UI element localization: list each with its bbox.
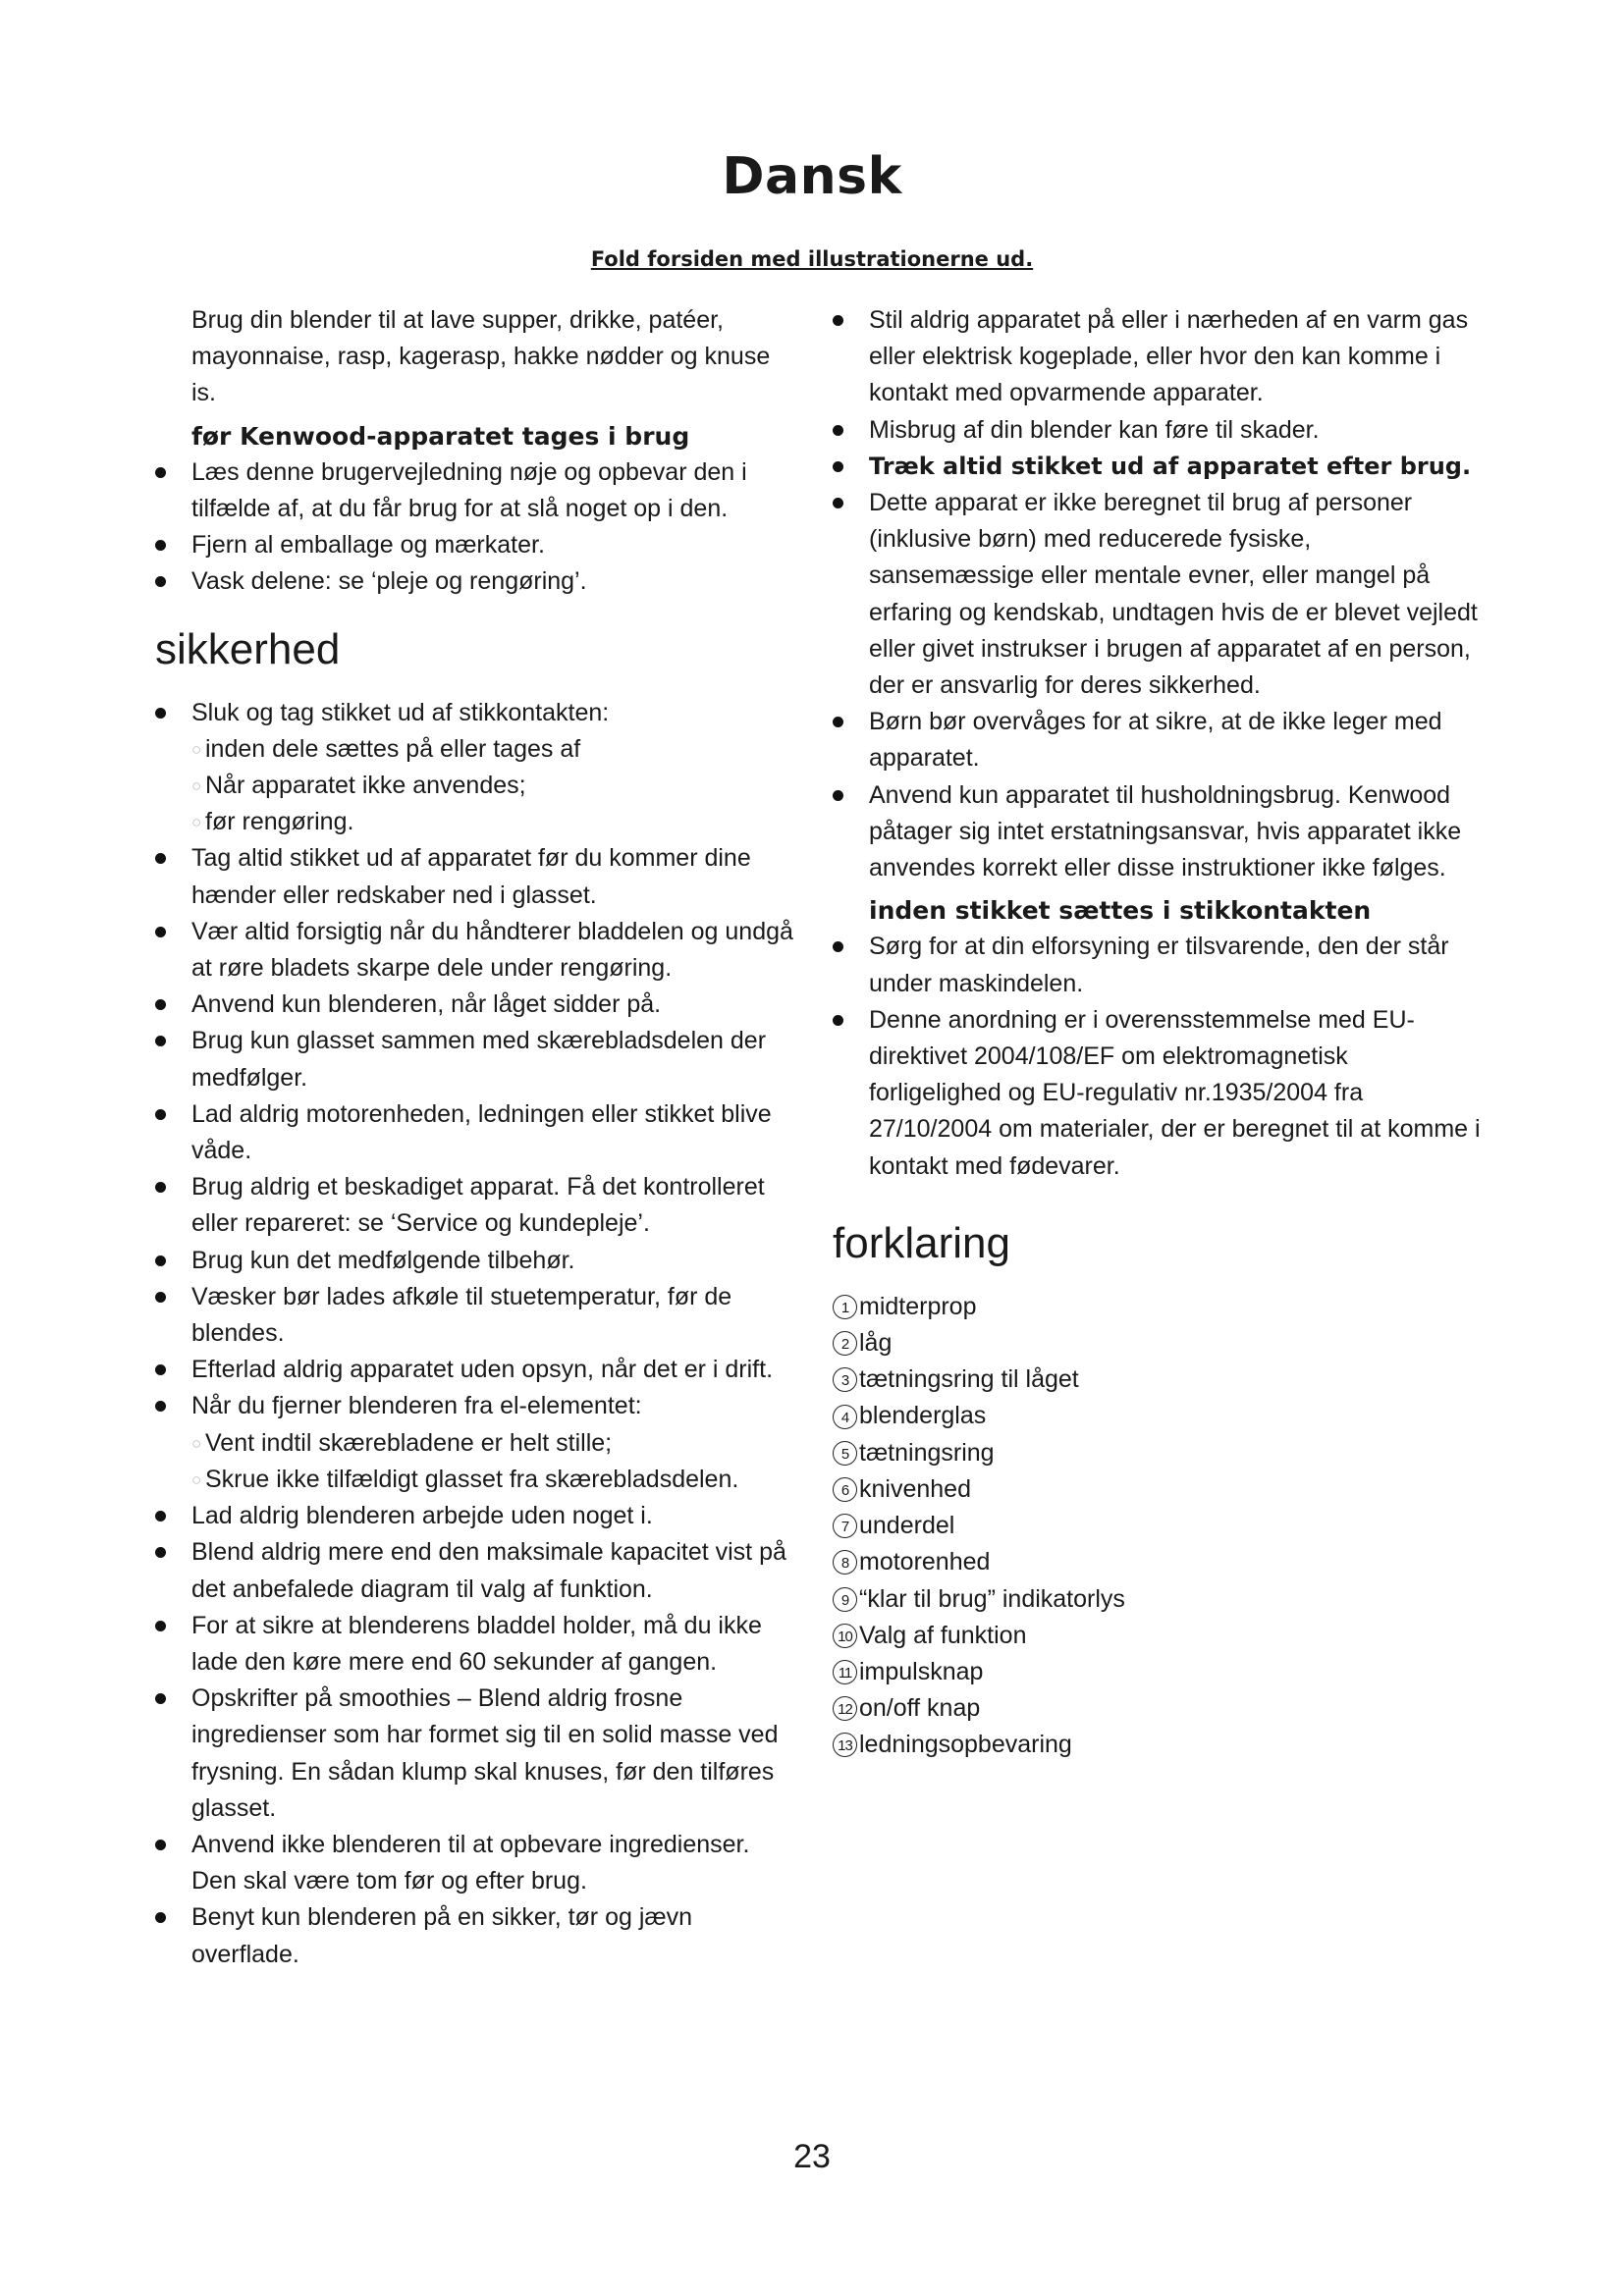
page-title: Dansk bbox=[722, 147, 902, 206]
legend-item bbox=[833, 1618, 1481, 1654]
legend-item bbox=[833, 1325, 1481, 1362]
number-badge: 11 bbox=[833, 1660, 857, 1684]
list-item-bold: Træk altid stikket ud af apparatet efter brug. bbox=[833, 449, 1481, 485]
sub-item-text: Skrue ikke tilfældigt glasset fra skærebladsdelen. bbox=[205, 1465, 739, 1493]
list-item: Vær altid forsigtig når du håndterer bladdelen og undgå at røre bladets skarpe dele under rengøring. bbox=[155, 914, 793, 987]
list-item: Anvend kun apparatet til husholdningsbrug. Kenwood påtager sig intet erstatningsansvar, hvis apparatet ikke anvendes korrekt eller disse instruktioner ikke følges. bbox=[833, 777, 1481, 887]
number-badge: 12 bbox=[833, 1696, 857, 1721]
legend-list bbox=[833, 1289, 1481, 1764]
sub-item bbox=[155, 1425, 793, 1462]
list-item: Efterlad aldrig apparatet uden opsyn, når det er i drift. bbox=[155, 1352, 793, 1388]
legend-label: ledningsopbevaring bbox=[859, 1731, 1072, 1759]
legend-item bbox=[833, 1362, 1481, 1398]
legend-label: underdel bbox=[859, 1512, 955, 1540]
intro-text: Brug din blender til at lave supper, drikke, patéer, mayonnaise, rasp, kagerasp, hakke nødder og knuse is. bbox=[191, 306, 771, 407]
list-item: Opskrifter på smoothies – Blend aldrig frosne ingredienser som har formet sig til en solid masse ved frysning. En sådan klump skal knuses, før den tilføres glasset. bbox=[155, 1681, 793, 1827]
number-badge: 2 bbox=[833, 1331, 857, 1356]
sub-item-text: inden dele sættes på eller tages af bbox=[205, 734, 581, 763]
legend-item bbox=[833, 1435, 1481, 1471]
legend-label: Valg af funktion bbox=[859, 1621, 1027, 1649]
list-item: Vask delene: se ‘pleje og rengøring’. bbox=[155, 563, 793, 600]
number-badge: 10 bbox=[833, 1624, 857, 1648]
before-plug-heading: inden stikket sættes i stikkontakten bbox=[869, 896, 1372, 926]
number-badge: 7 bbox=[833, 1514, 857, 1538]
sub-item-text: før rengøring. bbox=[205, 808, 354, 836]
list-item: Tag altid stikket ud af apparatet før du kommer dine hænder eller redskaber ned i glasset. bbox=[155, 840, 793, 913]
legend-item bbox=[833, 1690, 1481, 1727]
before-use-heading: før Kenwood-apparatet tages i brug bbox=[191, 421, 690, 451]
bullet-icon: ○ bbox=[191, 1469, 202, 1489]
legend-item bbox=[833, 1471, 1481, 1508]
list-item: Stil aldrig apparatet på eller i nærheden af en varm gas eller elektrisk kogeplade, eller hvor den kan komme i kontakt med opvarmende apparater. bbox=[833, 302, 1481, 412]
list-item: Anvend kun blenderen, når låget sidder på. bbox=[155, 987, 793, 1023]
number-badge: 4 bbox=[833, 1405, 857, 1429]
legend-item bbox=[833, 1544, 1481, 1580]
number-badge: 3 bbox=[833, 1367, 857, 1392]
bullet-icon: ○ bbox=[191, 776, 202, 796]
legend-label: on/off knap bbox=[859, 1694, 981, 1723]
legend-label: “klar til brug” indikatorlys bbox=[859, 1584, 1125, 1613]
legend-label: tætningsring bbox=[859, 1438, 995, 1467]
list-item: Væsker bør lades afkøle til stuetemperatur, før de blendes. bbox=[155, 1279, 793, 1352]
list-item: Brug kun glasset sammen med skærebladsdelen der medfølger. bbox=[155, 1023, 793, 1095]
list-item: Børn bør overvåges for at sikre, at de ikke leger med apparatet. bbox=[833, 704, 1481, 776]
number-badge: 5 bbox=[833, 1441, 857, 1466]
number-badge: 9 bbox=[833, 1587, 857, 1612]
list-item: Fjern al emballage og mærkater. bbox=[155, 527, 793, 563]
list-item: Lad aldrig blenderen arbejde uden noget i. bbox=[155, 1498, 793, 1534]
page-number: 23 bbox=[793, 2138, 831, 2175]
legend-heading: forklaring bbox=[833, 1218, 1010, 1267]
legend-label: impulsknap bbox=[859, 1657, 984, 1685]
legend-label: midterprop bbox=[859, 1292, 977, 1320]
list-item: Anvend ikke blenderen til at opbevare ingredienser. Den skal være tom før og efter brug. bbox=[155, 1827, 793, 1899]
list-item: For at sikre at blenderens bladdel holder, må du ikke lade den køre mere end 60 sekunder af gangen. bbox=[155, 1608, 793, 1681]
number-badge: 1 bbox=[833, 1295, 857, 1319]
left-column bbox=[155, 302, 793, 1973]
list-item: Sluk og tag stikket ud af stikkontakten: bbox=[155, 695, 793, 731]
list-item: Brug aldrig et beskadiget apparat. Få det kontrolleret eller repareret: se ‘Service og kundepleje’. bbox=[155, 1169, 793, 1242]
list-item: Når du fjerner blenderen fra el-elementet: bbox=[155, 1388, 793, 1424]
list-item: Misbrug af din blender kan føre til skader. bbox=[833, 412, 1481, 449]
legend-item bbox=[833, 1398, 1481, 1434]
legend-item bbox=[833, 1581, 1481, 1618]
legend-label: knivenhed bbox=[859, 1474, 971, 1503]
list-item: Dette apparat er ikke beregnet til brug af personer (inklusive børn) med reducerede fysiske, sansemæssige eller mentale evner, eller mangel på erfaring og kendskab, undtagen hvis de er blevet vejledt eller givet instrukser i brugen af apparatet af en person, der er ansvarlig for deres sikkerhed. bbox=[833, 485, 1481, 704]
sub-item bbox=[155, 731, 793, 768]
safety-heading: sikkerhed bbox=[155, 624, 341, 673]
list-item: Brug kun det medfølgende tilbehør. bbox=[155, 1243, 793, 1279]
legend-label: låg bbox=[859, 1329, 893, 1358]
list-item: Benyt kun blenderen på en sikker, tør og jævn overflade. bbox=[155, 1899, 793, 1972]
list-item: Denne anordning er i overensstemmelse med EU-direktivet 2004/108/EF om elektromagnetisk forligelighed og EU-regulativ nr.1935/2004 fra 27/10/2004 om materialer, der er beregnet til at komme i kontakt med fødevarer. bbox=[833, 1002, 1481, 1185]
bullet-icon: ○ bbox=[191, 1433, 202, 1453]
number-badge: 8 bbox=[833, 1550, 857, 1575]
legend-label: tætningsring til låget bbox=[859, 1365, 1079, 1394]
sub-item bbox=[155, 804, 793, 840]
page-subtitle: Fold forsiden med illustrationerne ud. bbox=[590, 247, 1034, 271]
right-column bbox=[833, 302, 1481, 1764]
number-badge: 13 bbox=[833, 1733, 857, 1757]
list-item: Lad aldrig motorenheden, ledningen eller stikket blive våde. bbox=[155, 1096, 793, 1169]
legend-label: blenderglas bbox=[859, 1402, 987, 1430]
sub-item bbox=[155, 1462, 793, 1498]
sub-item-text: Når apparatet ikke anvendes; bbox=[205, 772, 526, 800]
legend-item bbox=[833, 1727, 1481, 1763]
bullet-icon: ○ bbox=[191, 813, 202, 832]
legend-item bbox=[833, 1654, 1481, 1690]
sub-item bbox=[155, 768, 793, 804]
bullet-icon: ○ bbox=[191, 739, 202, 759]
list-item: Læs denne brugervejledning nøje og opbevar den i tilfælde af, at du får brug for at slå noget op i den. bbox=[155, 454, 793, 527]
legend-label: motorenhed bbox=[859, 1548, 991, 1576]
list-item: Blend aldrig mere end den maksimale kapacitet vist på det anbefalede diagram til valg af funktion. bbox=[155, 1534, 793, 1607]
legend-item bbox=[833, 1289, 1481, 1325]
sub-item-text: Vent indtil skærebladene er helt stille; bbox=[205, 1428, 613, 1457]
legend-item bbox=[833, 1508, 1481, 1544]
number-badge: 6 bbox=[833, 1477, 857, 1502]
list-item: Sørg for at din elforsyning er tilsvarende, den der står under maskindelen. bbox=[833, 929, 1481, 1001]
